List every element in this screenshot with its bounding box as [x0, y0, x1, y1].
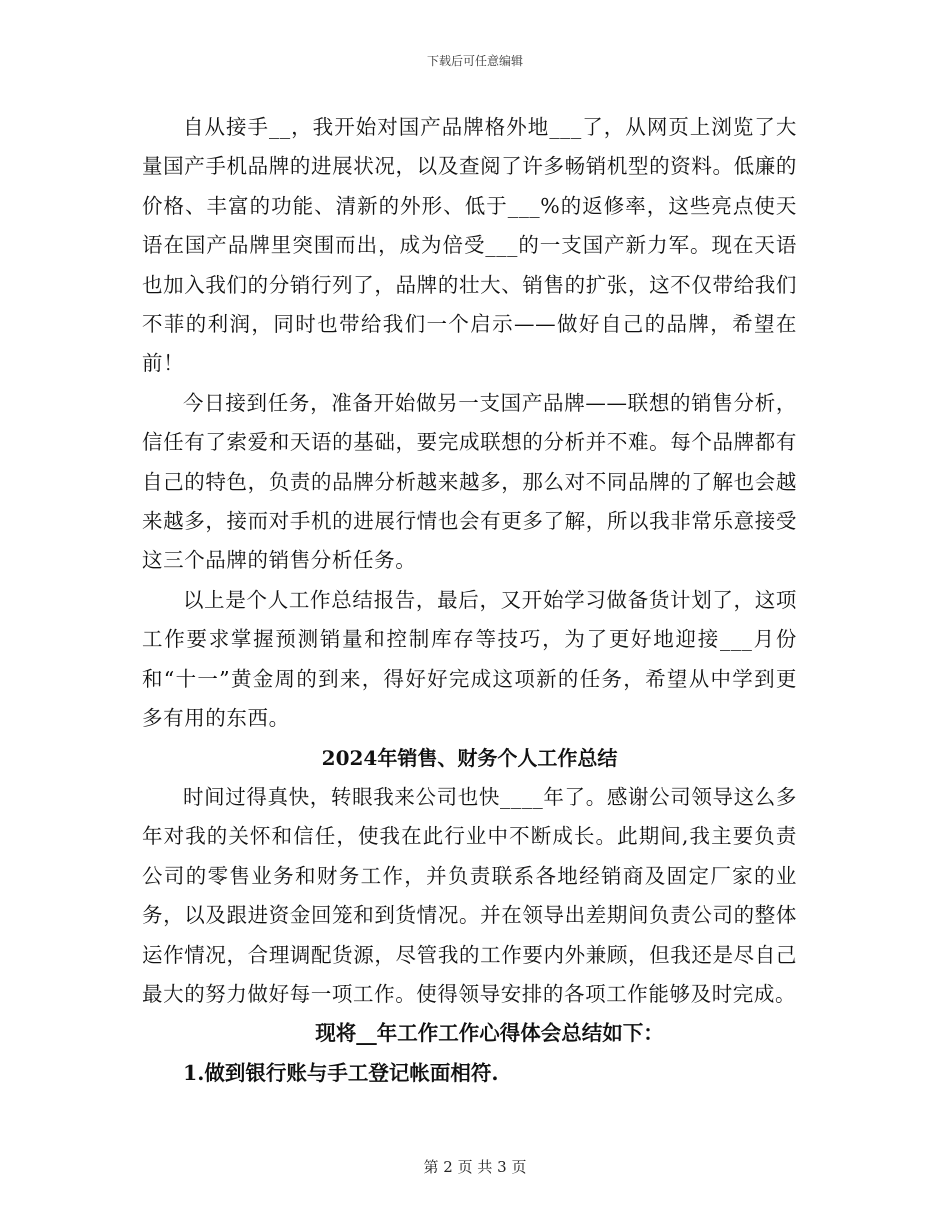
document-body	[142, 108, 797, 1093]
paragraph-lenovo: 今日接到任务，准备开始做另一支国产品牌——联想的销售分析，信任有了索爱和天语的基础，要完成联想的分析并不难。每个品牌都有自己的特色，负责的品牌分析越来越多，那么对不同品牌的了解也会越来越多，接而对手机的进展行情也会有更多了解，所以我非常乐意接受这三个品牌的销售分析任务。	[142, 390, 797, 573]
paragraph-finance-intro: 时间过得真快，转眼我来公司也快____年了。感谢公司领导这么多年对我的关怀和信任，使我在此行业中不断成长。此期间,我主要负责公司的零售业务和财务工作，并负责联系各地经销商及固定厂家的业务，以及跟进资金回笼和到货情况。并在领导出差期间负责公司的整体运作情况，合理调配货源，尽管我的工作要内外兼顾，但我还是尽自己最大的努力做好每一项工作。使得领导安排的各项工作能够及时完成。	[142, 784, 797, 1006]
section-subheading: 现将__年工作工作心得体会总结如下：	[315, 1021, 664, 1046]
page-header: 下载后可任意编辑	[426, 54, 523, 68]
page-footer: 第 2 页 共 3 页	[423, 1158, 527, 1176]
paragraph-tianyu: 自从接手__，我开始对国产品牌格外地___了，从网页上浏览了大量国产手机品牌的进展状况，以及查阅了许多畅销机型的资料。低廉的价格、丰富的功能、清新的外形、低于___%的返修率，这些亮点使天语在国产品牌里突围而出，成为倍受___的一支国产新力军。现在天语也加入我们的分销行列了，品牌的壮大、销售的扩张，这不仅带给我们不菲的利润，同时也带给我们一个启示——做好自己的品牌，希望在前！	[142, 115, 797, 376]
list-item-1: 1.做到银行账与手工登记帐面相符.	[183, 1060, 499, 1085]
paragraph-conclusion: 以上是个人工作总结报告，最后，又开始学习做备货计划了，这项工作要求掌握预测销量和控制库存等技巧，为了更好地迎接___月份和“十一”黄金周的到来，得好好完成这项新的任务，希望从中学到更多有用的东西。	[142, 587, 797, 731]
section-title: 2024年销售、财务个人工作总结	[321, 745, 618, 770]
